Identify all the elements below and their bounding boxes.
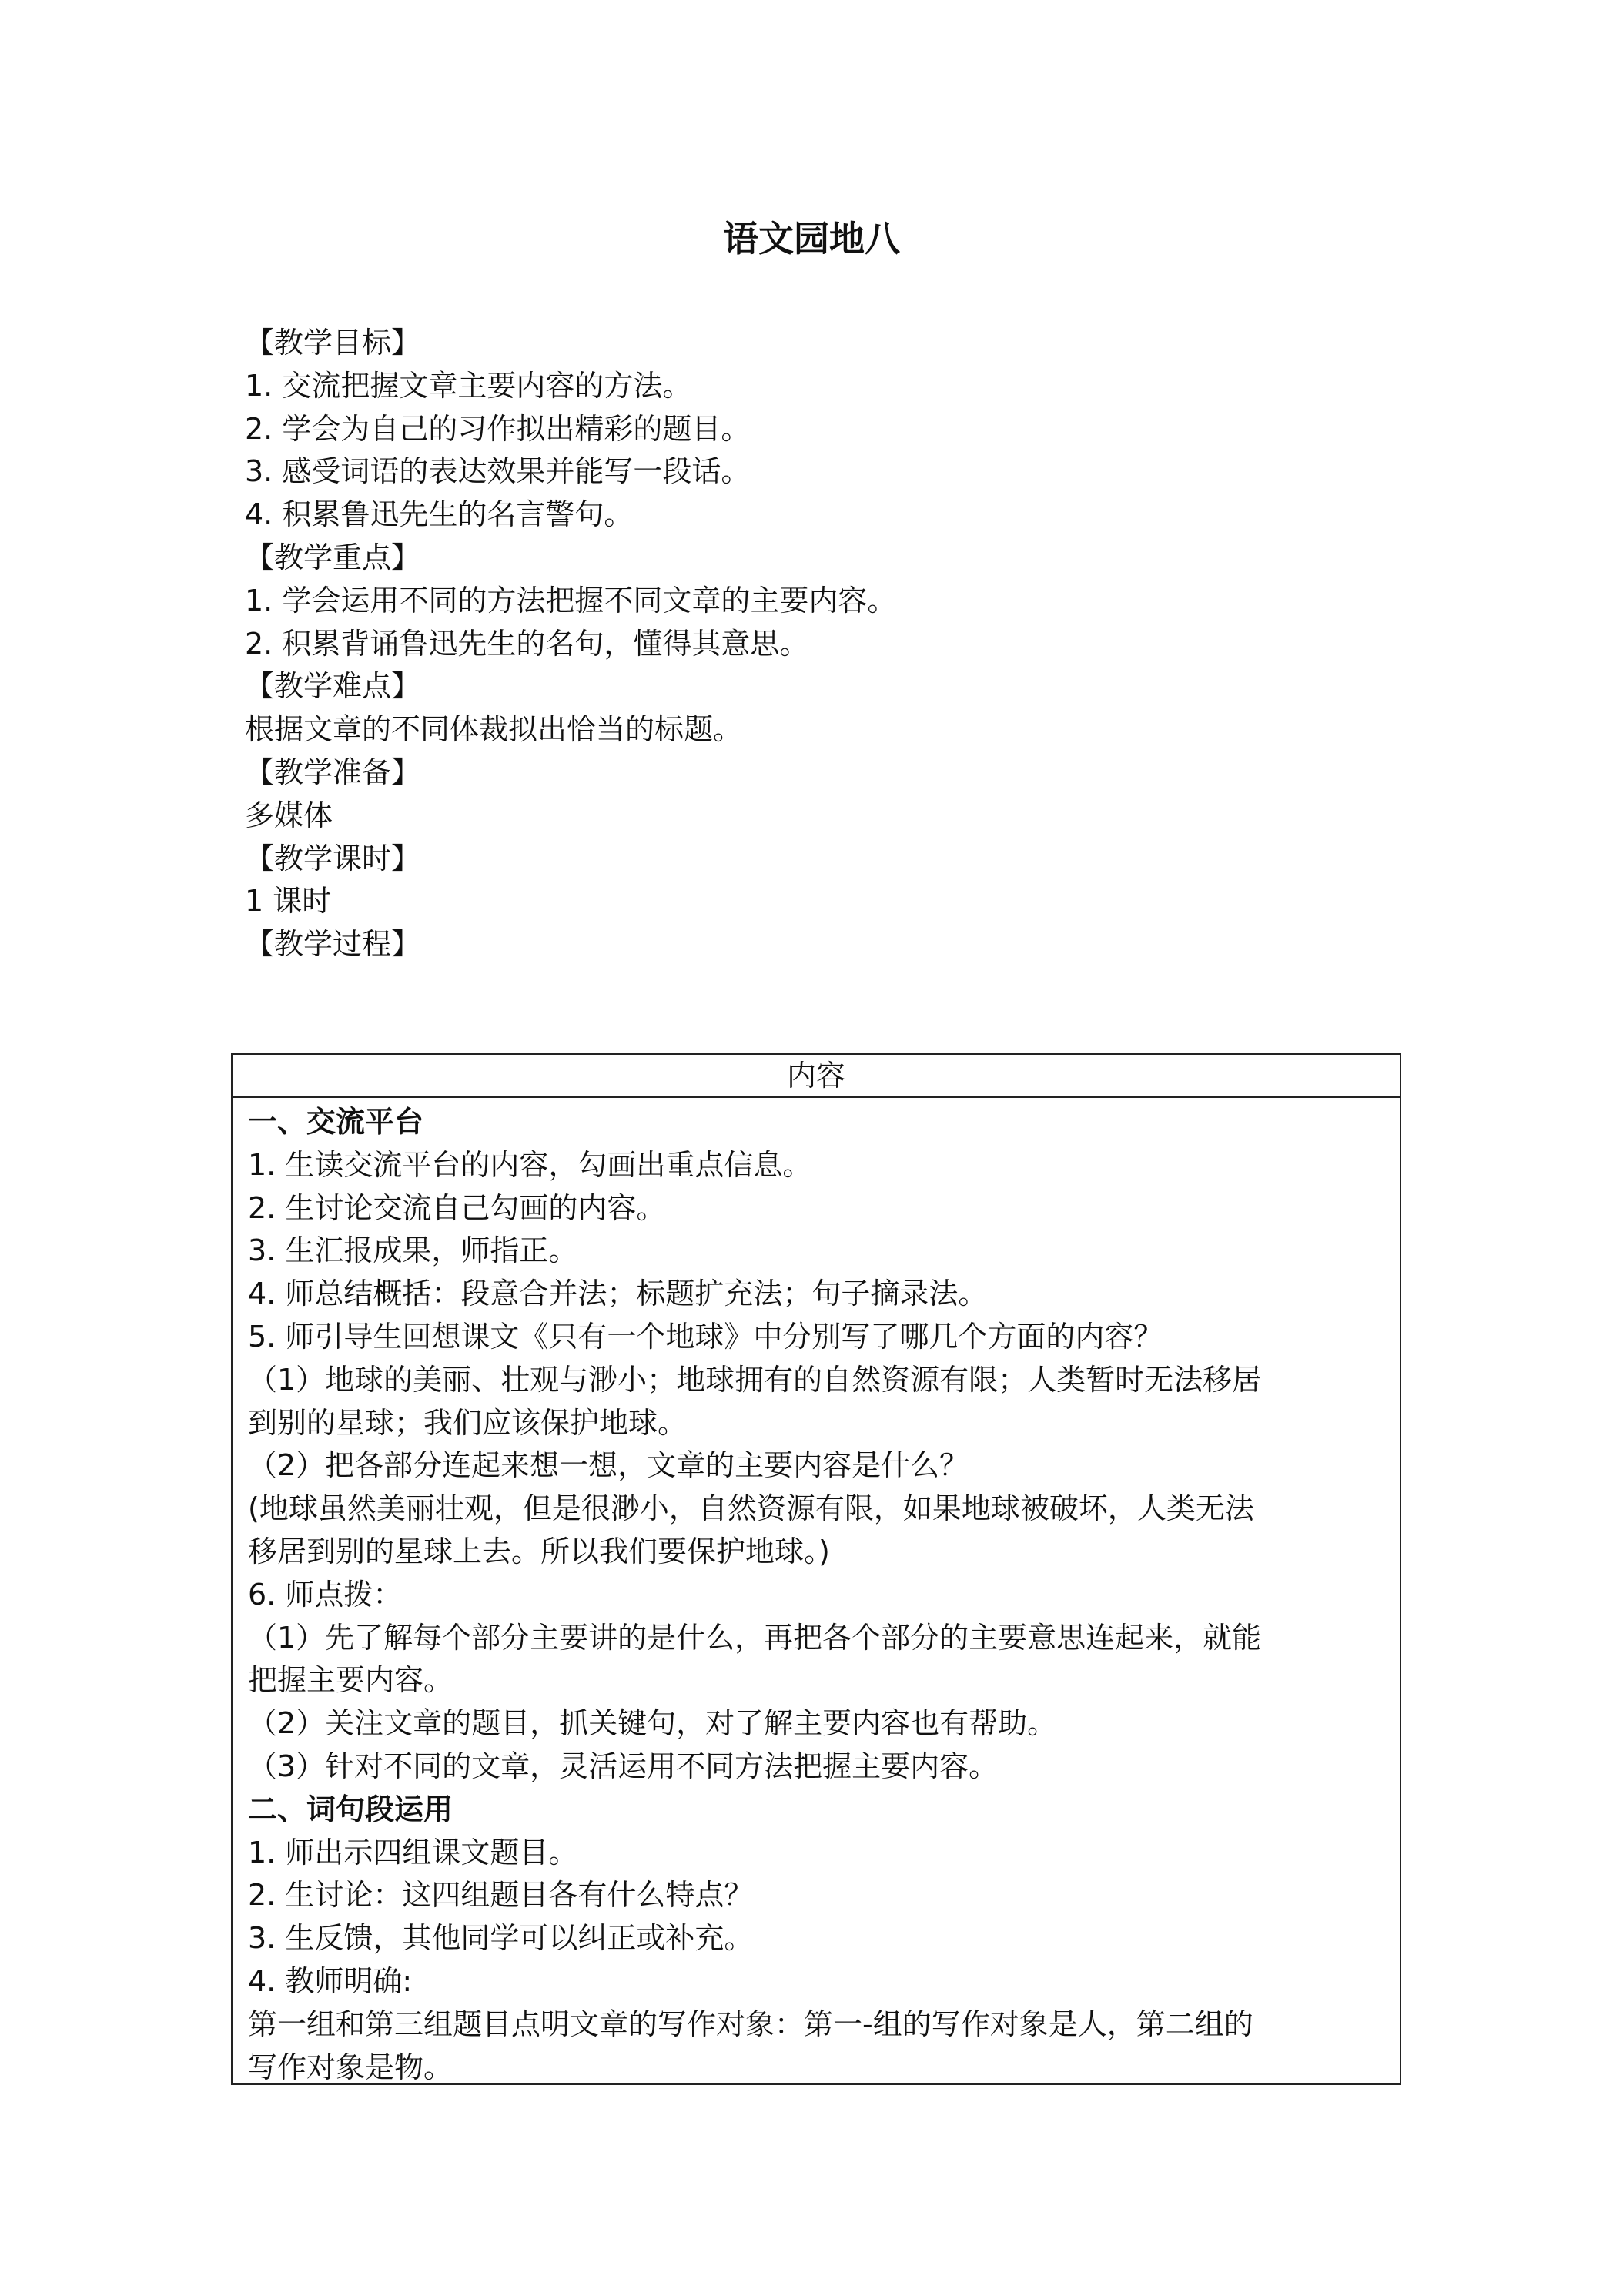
key-point-item: 2. 积累背诵鲁迅先生的名句，懂得其意思。 (245, 626, 809, 661)
explanation-text-continued: 写作对象是物。 (248, 2050, 453, 2084)
goal-item: 1. 交流把握文章主要内容的方法。 (245, 368, 692, 403)
step-item: 1. 师出示四组课文题目。 (248, 1835, 578, 1869)
table-content-cell (233, 1098, 1400, 2089)
section-heading-goals: 【教学目标】 (245, 326, 421, 360)
step-item: 3. 生反馈，其他同学可以纠正或补充。 (248, 1921, 754, 1956)
goal-item: 2. 学会为自己的习作拟出精彩的题目。 (245, 411, 751, 446)
sub-item: （2）关注文章的题目，抓关键句，对了解主要内容也有帮助。 (248, 1706, 1057, 1741)
table-header-content: 内容 (233, 1055, 1400, 1098)
step-item: 2. 生讨论交流自己勾画的内容。 (248, 1190, 666, 1225)
section-heading-difficulties: 【教学难点】 (245, 669, 421, 704)
answer-text: (地球虽然美丽壮观，但是很渺小，自然资源有限，如果地球被破坏，人类无法 (248, 1491, 1254, 1526)
difficulty-text: 根据文章的不同体裁拟出恰当的标题。 (245, 712, 743, 747)
sub-item: （1）地球的美丽、壮观与渺小；地球拥有的自然资源有限；人类暂时无法移居 (248, 1362, 1262, 1397)
part-heading-exchange-platform: 一、交流平台 (248, 1105, 424, 1139)
step-item: 4. 教师明确: (248, 1963, 413, 1998)
section-heading-preparation: 【教学准备】 (245, 755, 421, 789)
step-item: 5. 师引导生回想课文《只有一个地球》中分别写了哪几个方面的内容？ (248, 1319, 1163, 1354)
key-point-item: 1. 学会运用不同的方法把握不同文章的主要内容。 (245, 583, 897, 618)
step-item: 3. 生汇报成果，师指正。 (248, 1233, 578, 1268)
step-item: 2. 生讨论：这四组题目各有什么特点？ (248, 1878, 754, 1913)
part-heading-word-sentence-use: 二、词句段运用 (248, 1792, 453, 1826)
answer-text-continued: 移居到别的星球上去。所以我们要保护地球。) (248, 1534, 830, 1568)
section-heading-periods: 【教学课时】 (245, 841, 421, 875)
lesson-overview (245, 322, 1400, 966)
step-item: 4. 师总结概括：段意合并法；标题扩充法；句子摘录法。 (248, 1277, 988, 1311)
sub-item-continued: 把握主要内容。 (248, 1663, 453, 1698)
step-item: 1. 生读交流平台的内容，勾画出重点信息。 (248, 1147, 812, 1182)
sub-item-continued: 到别的星球；我们应该保护地球。 (248, 1405, 688, 1440)
explanation-text: 第一组和第三组题目点明文章的写作对象：第一-组的写作对象是人，第二组的 (248, 2006, 1253, 2041)
goal-item: 3. 感受词语的表达效果并能写一段话。 (245, 454, 751, 489)
goal-item: 4. 积累鲁迅先生的名言警句。 (245, 497, 634, 532)
process-table (231, 1053, 1401, 2085)
sub-item: （2）把各部分连起来想一想，文章的主要内容是什么？ (248, 1448, 969, 1483)
section-heading-key-points: 【教学重点】 (245, 540, 421, 574)
preparation-text: 多媒体 (245, 798, 333, 832)
periods-text: 1 课时 (245, 884, 332, 919)
sub-item: （3）针对不同的文章，灵活运用不同方法把握主要内容。 (248, 1749, 999, 1783)
section-heading-process: 【教学过程】 (245, 927, 421, 962)
step-item: 6. 师点拨： (248, 1577, 403, 1612)
sub-item: （1）先了解每个部分主要讲的是什么，再把各个部分的主要意思连起来，就能 (248, 1620, 1262, 1655)
document-title: 语文园地八 (723, 218, 900, 259)
